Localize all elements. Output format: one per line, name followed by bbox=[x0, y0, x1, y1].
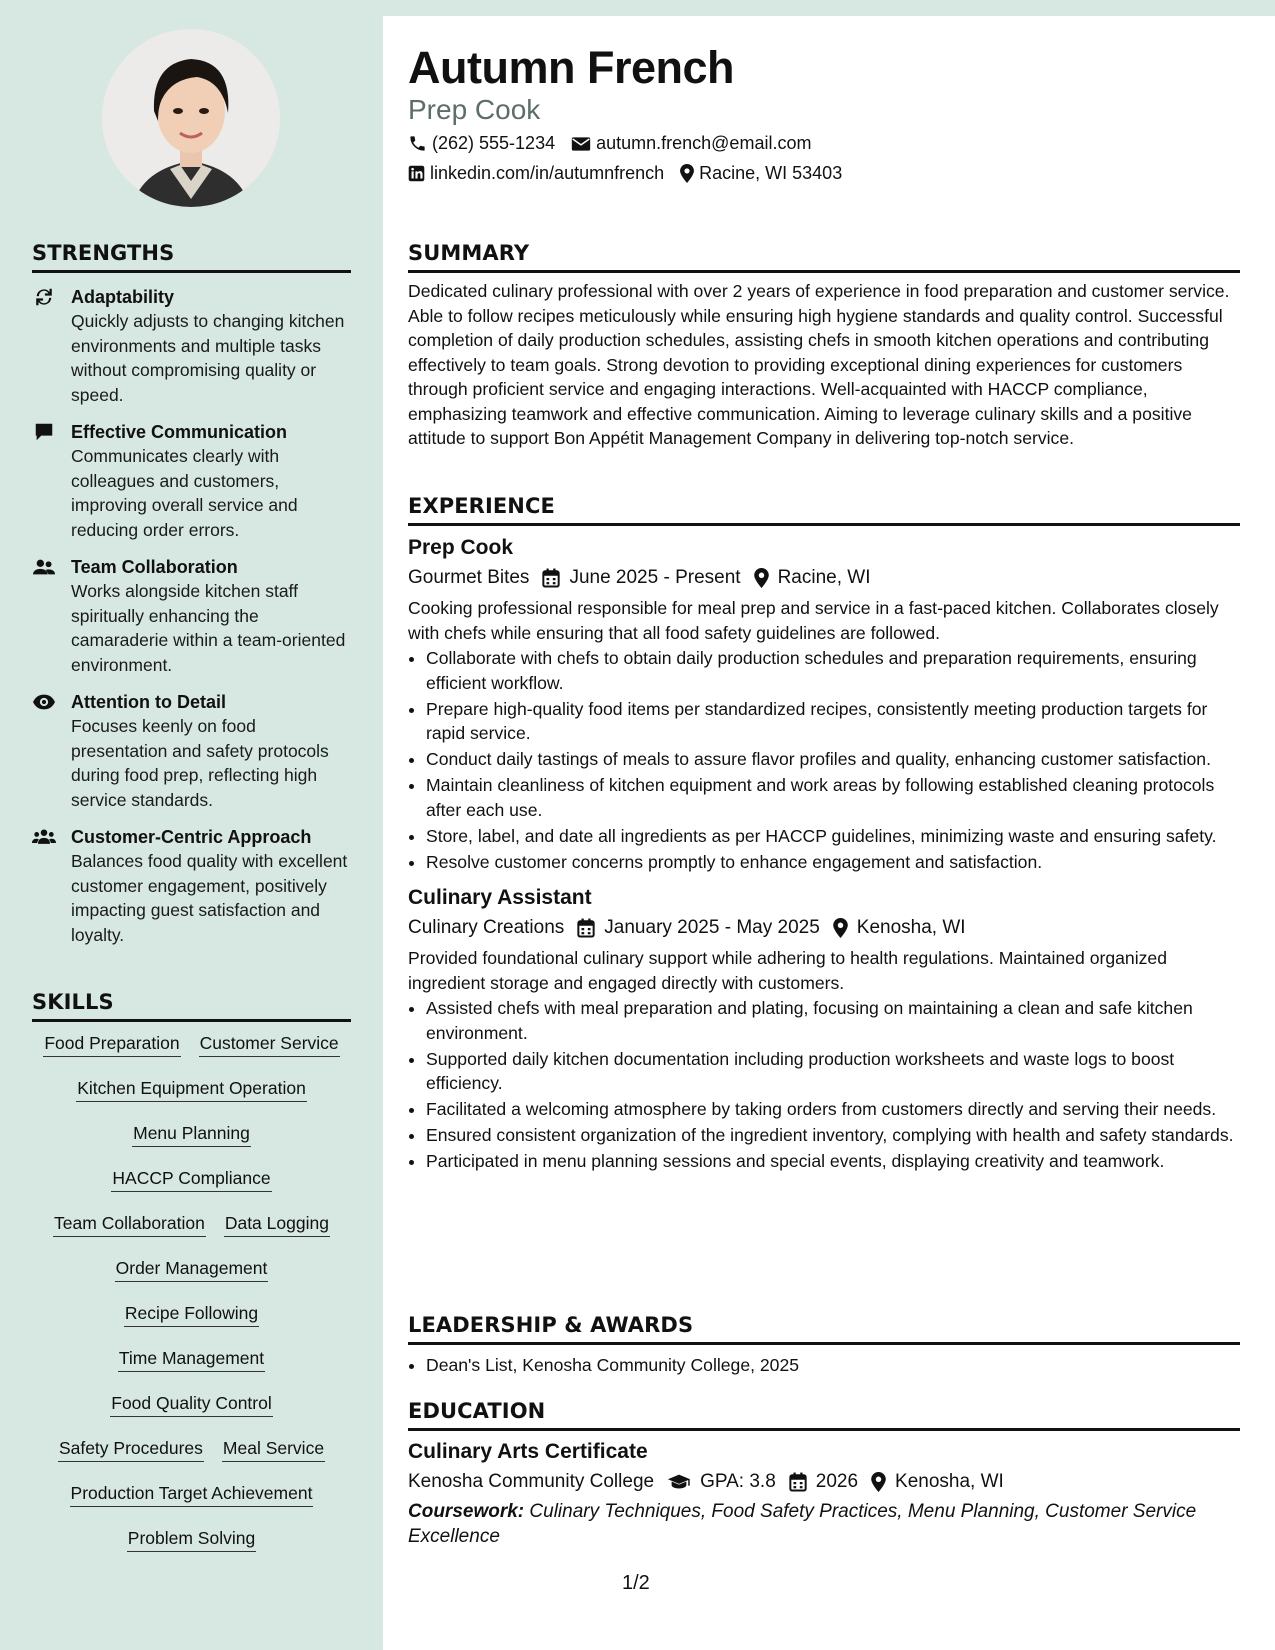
email-text: autumn.french@email.com bbox=[596, 133, 812, 153]
job-bullet: • Supported daily kitchen documentation including production worksheets and waste logs to boost efficiency. bbox=[426, 1047, 1240, 1096]
skill-tag: Data Logging bbox=[224, 1210, 330, 1237]
job-bullet: • Conduct daily tastings of meals to assure flavor profiles and quality, enhancing customer satisfaction. bbox=[426, 747, 1240, 772]
coursework-text: Culinary Techniques, Food Safety Practices, Menu Planning, Customer Service Excellence bbox=[408, 1501, 1197, 1547]
job-company: Culinary Creations bbox=[408, 917, 565, 938]
summary-section bbox=[408, 241, 1240, 451]
page-number: 1/2 bbox=[622, 1572, 650, 1594]
job-location: Kenosha, WI bbox=[856, 917, 966, 938]
calendar-icon bbox=[577, 918, 595, 938]
strength-name: Effective Communication bbox=[71, 422, 288, 442]
strength-name: Team Collaboration bbox=[71, 557, 238, 577]
job-description: Provided foundational culinary support while adhering to health regulations. Maintained organized ingredient storage and engaged directly with customers. bbox=[408, 948, 1167, 993]
skill-tag: Recipe Following bbox=[124, 1300, 259, 1327]
job-bullet: • Collaborate with chefs to obtain daily production schedules and preparation requirements, ensuring efficient workflow. bbox=[426, 646, 1240, 695]
education-location: Kenosha, WI bbox=[895, 1471, 1004, 1492]
contact-row bbox=[408, 133, 811, 154]
job-bullet: • Maintain cleanliness of kitchen equipment and work areas by following established cleaning protocols after each use. bbox=[426, 773, 1240, 822]
map-pin-icon bbox=[833, 918, 848, 938]
strengths-title: STRENGTHS bbox=[32, 241, 175, 265]
coursework bbox=[408, 1500, 1240, 1549]
awards-rule bbox=[408, 1342, 1240, 1345]
education-meta bbox=[408, 1468, 1240, 1496]
skills-row bbox=[32, 1075, 351, 1120]
awards-section bbox=[408, 1313, 1240, 1379]
skills-list bbox=[32, 1030, 351, 1570]
strength-item bbox=[32, 690, 351, 812]
candidate-name: Autumn French bbox=[408, 42, 734, 93]
education-title: EDUCATION bbox=[408, 1399, 546, 1423]
summary-rule bbox=[408, 270, 1240, 273]
experience-section bbox=[408, 494, 1240, 1175]
skills-row bbox=[32, 1165, 351, 1210]
skill-tag: Food Quality Control bbox=[110, 1390, 273, 1417]
job-bullet: • Participated in menu planning sessions and special events, displaying creativity and teamwork. bbox=[426, 1149, 1240, 1174]
strengths-rule bbox=[32, 270, 351, 273]
job-bullets bbox=[408, 996, 1240, 1174]
skills-row bbox=[32, 1390, 351, 1435]
portrait-photo bbox=[102, 29, 280, 207]
skill-tag: HACCP Compliance bbox=[111, 1165, 271, 1192]
strength-desc: Communicates clearly with colleagues and customers, improving overall service and reducing order errors. bbox=[71, 446, 298, 540]
skills-rule bbox=[32, 1019, 351, 1022]
job-entry bbox=[408, 884, 1240, 1174]
experience-rule bbox=[408, 523, 1240, 526]
skills-row bbox=[32, 1255, 351, 1300]
education-rule bbox=[408, 1428, 1240, 1431]
skills-row bbox=[32, 1435, 351, 1480]
phone-icon bbox=[408, 134, 427, 153]
strength-item bbox=[32, 420, 351, 542]
summary-text: Dedicated culinary professional with over 2 years of experience in food preparation and customer service. Able to follow recipes meticulously while ensuring high hygiene standards and quality control. Successful completion of daily production schedules, assisting chefs in smooth kitchen operations and contributing effectively to team goals. Strong devotion to providing exceptional dining experiences for customers through proficient service and engaging interactions. Well-acquainted with HACCP compliance, emphasizing teamwork and effective communication. Aiming to leverage culinary skills and a positive attitude to support Bon Appétit Management Company in delivering top-notch service. bbox=[408, 281, 1230, 448]
group-icon bbox=[32, 826, 56, 848]
skills-row bbox=[32, 1030, 351, 1075]
skill-tag: Meal Service bbox=[222, 1435, 325, 1462]
skills-section bbox=[32, 990, 351, 1570]
skills-row bbox=[32, 1120, 351, 1165]
map-pin-icon bbox=[754, 568, 769, 588]
chat-icon bbox=[32, 421, 56, 443]
skills-title: SKILLS bbox=[32, 990, 114, 1014]
location-text: Racine, WI 53403 bbox=[699, 163, 843, 183]
job-title: Culinary Assistant bbox=[408, 886, 592, 909]
strengths-section bbox=[32, 241, 351, 947]
phone-contact bbox=[408, 133, 555, 154]
job-dates: June 2025 - Present bbox=[569, 567, 741, 588]
avatar bbox=[102, 29, 280, 207]
skills-row bbox=[32, 1300, 351, 1345]
skill-tag: Production Target Achievement bbox=[70, 1480, 314, 1507]
strength-name: Customer-Centric Approach bbox=[71, 827, 312, 847]
job-location: Racine, WI bbox=[777, 567, 871, 588]
strength-desc: Focuses keenly on food presentation and safety protocols during food prep, reflecting high service standards. bbox=[71, 716, 329, 810]
awards-title: LEADERSHIP & AWARDS bbox=[408, 1313, 694, 1337]
skills-row bbox=[32, 1345, 351, 1390]
linkedin-text: linkedin.com/in/autumnfrench bbox=[430, 163, 665, 183]
strength-name: Attention to Detail bbox=[71, 692, 226, 712]
envelope-icon bbox=[571, 136, 591, 152]
skills-row bbox=[32, 1525, 351, 1570]
skills-row bbox=[32, 1480, 351, 1525]
strength-desc: Quickly adjusts to changing kitchen environments and multiple tasks without compromising quality or speed. bbox=[71, 311, 345, 405]
skill-tag: Order Management bbox=[115, 1255, 269, 1282]
linkedin-icon bbox=[408, 165, 425, 182]
calendar-icon bbox=[542, 568, 560, 588]
degree-title: Culinary Arts Certificate bbox=[408, 1440, 648, 1463]
job-company: Gourmet Bites bbox=[408, 567, 530, 588]
skill-tag: Problem Solving bbox=[127, 1525, 256, 1552]
job-title: Prep Cook bbox=[408, 536, 514, 559]
summary-title: SUMMARY bbox=[408, 241, 530, 265]
location-contact bbox=[680, 163, 842, 184]
strength-item bbox=[32, 285, 351, 407]
job-bullet: • Ensured consistent organization of the ingredient inventory, complying with health and safety standards. bbox=[426, 1123, 1240, 1148]
education-year: 2026 bbox=[815, 1471, 859, 1492]
coursework-label: Coursework: bbox=[408, 1501, 525, 1522]
strength-desc: Balances food quality with excellent customer engagement, positively impacting guest satisfaction and loyalty. bbox=[71, 851, 348, 945]
strength-desc: Works alongside kitchen staff spiritually enhancing the camaraderie within a team-oriented environment. bbox=[71, 581, 346, 675]
map-pin-icon bbox=[680, 164, 694, 183]
job-bullet: • Assisted chefs with meal preparation and plating, focusing on maintaining a clean and safe kitchen environment. bbox=[426, 996, 1240, 1045]
skill-tag: Team Collaboration bbox=[53, 1210, 206, 1237]
skill-tag: Customer Service bbox=[199, 1030, 340, 1057]
award-item: • Dean's List, Kenosha Community College, 2025 bbox=[426, 1353, 1240, 1378]
job-bullet: • Prepare high-quality food items per standardized recipes, consistently meeting production targets for rapid service. bbox=[426, 697, 1240, 746]
skill-tag: Safety Procedures bbox=[58, 1435, 204, 1462]
job-dates: January 2025 - May 2025 bbox=[604, 917, 820, 938]
job-bullet: • Resolve customer concerns promptly to enhance engagement and satisfaction. bbox=[426, 850, 1240, 875]
experience-title: EXPERIENCE bbox=[408, 494, 555, 518]
strength-item bbox=[32, 555, 351, 677]
skill-tag: Menu Planning bbox=[132, 1120, 251, 1147]
job-description: Cooking professional responsible for meal prep and service in a fast-paced kitchen. Collaborates closely with chefs while ensuring that all food safety guidelines are followed. bbox=[408, 598, 1219, 643]
skill-tag: Food Preparation bbox=[43, 1030, 180, 1057]
phone-text: (262) 555-1234 bbox=[432, 133, 556, 153]
calendar-icon bbox=[789, 1472, 807, 1492]
eye-icon bbox=[32, 691, 56, 713]
candidate-role: Prep Cook bbox=[408, 94, 541, 125]
map-pin-icon bbox=[871, 1472, 886, 1492]
job-bullets bbox=[408, 646, 1240, 874]
job-bullet: • Facilitated a welcoming atmosphere by taking orders from customers directly and serving their needs. bbox=[426, 1097, 1240, 1122]
sync-icon bbox=[32, 286, 56, 308]
job-meta bbox=[408, 914, 1240, 942]
skill-tag: Time Management bbox=[118, 1345, 265, 1372]
gpa-text: GPA: 3.8 bbox=[700, 1471, 776, 1492]
awards-list bbox=[408, 1353, 1240, 1378]
contact-row bbox=[408, 163, 842, 184]
job-entry bbox=[408, 534, 1240, 874]
users-icon bbox=[32, 556, 56, 578]
job-bullet: • Store, label, and date all ingredients as per HACCP guidelines, minimizing waste and ensuring safety. bbox=[426, 824, 1240, 849]
strength-name: Adaptability bbox=[71, 287, 175, 307]
skill-tag: Kitchen Equipment Operation bbox=[76, 1075, 307, 1102]
email-contact bbox=[571, 133, 811, 154]
job-meta bbox=[408, 564, 1240, 592]
education-section bbox=[408, 1399, 1240, 1549]
linkedin-contact bbox=[408, 163, 664, 184]
school-name: Kenosha Community College bbox=[408, 1471, 655, 1492]
graduation-cap-icon bbox=[667, 1473, 691, 1491]
skills-row bbox=[32, 1210, 351, 1255]
strength-item bbox=[32, 825, 351, 947]
